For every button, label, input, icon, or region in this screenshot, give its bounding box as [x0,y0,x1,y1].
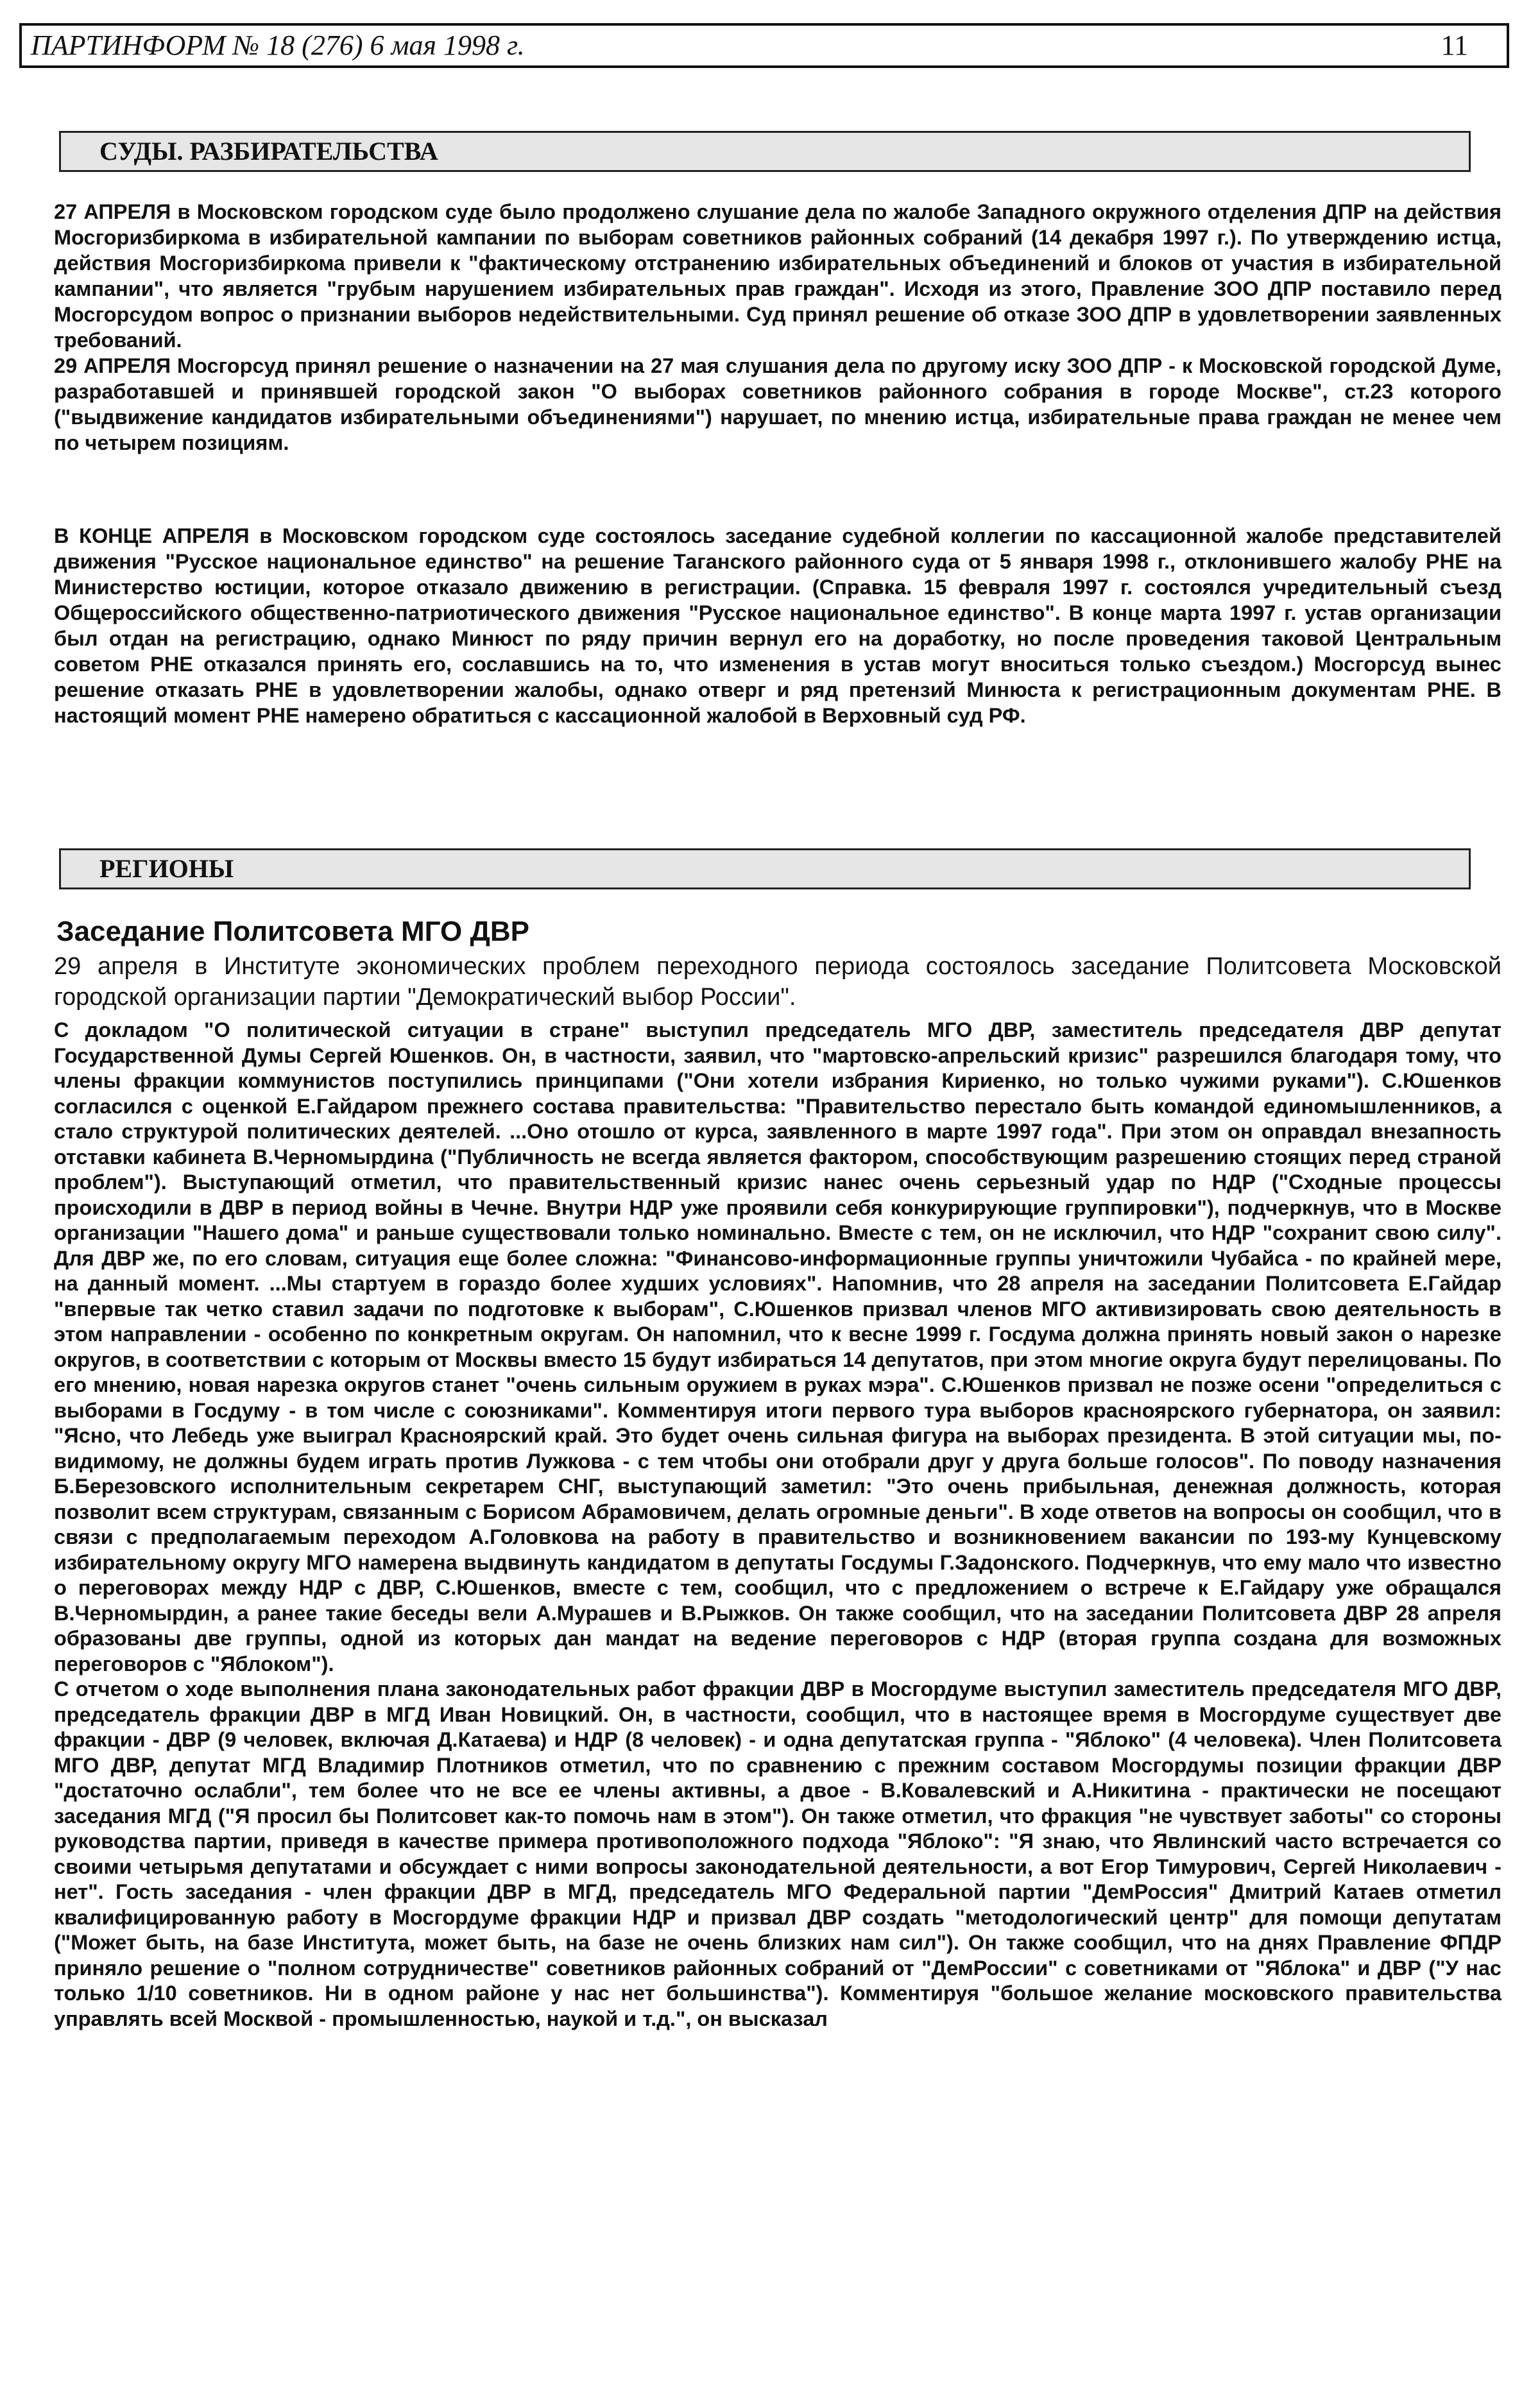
courts-paragraph-1: 27 АПРЕЛЯ в Московском городском суде было продолжено слушание дела по жалобе Западного окружного отделения ДПР на действия Мосгоризбиркома в избирательной кампании по выборам советников районных собраний (14 декабря 1997 г.). По утверждению истца, действия Мосгоризбиркома привели к "фактическому отстранению избирательных объединений и блоков от участия в избирательной кампании", что является "грубым нарушением избирательных прав граждан". Исходя из этого, Правление ЗОО ДПР поставило перед Мосгорсудом вопрос о признании выборов недействительными. Суд принял решение об отказе ЗОО ДПР в удовлетворении заявленных требований. [54,200,1502,352]
regions-headline: Заседание Политсовета МГО ДВР [56,916,529,947]
courts-paragraph-2: 29 АПРЕЛЯ Мосгорсуд принял решение о назначении на 27 мая слушания дела по другому иску ЗОО ДПР - к Московской городской Думе, разработавшей и принявшей городской закон "О выборах советников районного собрания в городе Москве", ст.23 которого ("выдвижение кандидатов избирательными объединениями") нарушает, по мнению истца, избирательные права граждан не менее чем по четырем позициям. [54,354,1502,454]
courts-paragraph-3: В КОНЦЕ АПРЕЛЯ в Московском городском суде состоялось заседание судебной коллегии по кассационной жалобе представителей движения "Русское национальное единство" на решение Таганского районного суда от 5 января 1998 г., отклонившего жалобу РНЕ на Министерство юстиции, которое отказало движению в регистрации. (Справка. 15 февраля 1997 г. состоялся учредительный съезд Общероссийского общественно-патриотического движения "Русское национальное единство". В конце марта 1997 г. устав организации был отдан на регистрацию, однако Минюст по ряду причин вернул его на доработку, но после проведения таковой Центральным советом РНЕ отказался принять его, сославшись на то, что изменения в устав могут вноситься только съездом.) Мосгорсуд вынес решение отказать РНЕ в удовлетворении жалобы, однако отверг и ряд претензий Минюста к регистрационным документам РНЕ. В настоящий момент РНЕ намерено обратиться с кассационной жалобой в Верховный суд РФ. [54,524,1502,727]
section-header-courts: СУДЫ. РАЗБИРАТЕЛЬСТВА [59,131,1471,172]
publication-title: ПАРТИНФОРМ № 18 (276) 6 мая 1998 г. [31,30,525,61]
regions-paragraph-1: С докладом "О политической ситуации в стране" выступил председатель МГО ДВР, заместитель председателя ДВР депутат Государственной Думы Сергей Юшенков. Он, в частности, заявил, что "мартовско-апрельский кризис" разрешился благодаря тому, что члены фракции коммунистов поступились принципами ("Они хотели избрания Кириенко, но только чужими руками"). С.Юшенков согласился с оценкой Е.Гайдаром прежнего состава правительства: "Правительство перестало быть командой единомышленников, а стало структурой политических деятелей. ...Оно отошло от курса, заявленного в марте 1997 года". При этом он оправдал внезапность отставки кабинета В.Черномырдина ("Публичность не всегда является фактором, способствующим разрешению стоящих перед страной проблем"). Выступающий отметил, что правительственный кризис нанес очень серьезный удар по НДР ("Сходные процессы происходили в ДВР в период войны в Чечне. Внутри НДР уже проявили себя конкурирующие группировки"), подчеркнув, что в Москве организации "Нашего дома" и раньше существовали только номинально. Вместе с тем, он не исключил, что НДР "сохранит свою силу". Для ДВР же, по его словам, ситуация еще более сложна: "Финансово-информационные группы уничтожили Чубайса - по крайней мере, на данный момент. ...Мы стартуем в гораздо более худших условиях". Напомнив, что 28 апреля на заседании Политсовета Е.Гайдар "впервые так четко ставил задачи по подготовке к выборам", С.Юшенков призвал членов МГО активизировать свою деятельность в этом направлении - особенно по конкретным округам. Он напомнил, что к весне 1999 г. Госдума должна принять новый закон о нарезке округов, в соответствии с которым от Москвы вместо 15 будут избираться 14 депутатов, при этом многие округа будут перелицованы. По его мнению, новая нарезка округов станет "очень сильным оружием в руках мэра". С.Юшенков призвал не позже осени "определиться с выборами в Госдуму - в том числе с союзниками". Комментируя итоги первого тура выборов красноярского губернатора, он заявил: "Ясно, что Лебедь уже выиграл Красноярский край. Это будет очень сильная фигура на выборах президента. В этой ситуации мы, по-видимому, не должны будем играть против Лужкова - с тем чтобы они отобрали друг у друга больше голосов". По поводу назначения Б.Березовского исполнительным секретарем СНГ, выступающий заметил: "Это очень прибыльная, денежная должность, которая позволит всем структурам, связанным с Борисом Абрамовичем, делать огромные деньги". В ходе ответов на вопросы он сообщил, что в связи с предполагаемым переходом А.Головкова на работу в правительство и возникновением вакансии по 193-му Кунцевскому избирательному округу МГО намерена выдвинуть кандидатом в депутаты Госдумы Г.Задонского. Подчеркнув, что ему мало что известно о переговорах между НДР с ДВР, С.Юшенков, вместе с тем, сообщил, что с предложением о встрече к Е.Гайдару уже обращался В.Черномырдин, а ранее такие беседы вели А.Мурашев и В.Рыжков. Он также сообщил, что на заседании Политсовета ДВР 28 апреля образованы две группы, одной из которых дан мандат на ведение переговоров с НДР (вторая группа создана для возможных переговоров с "Яблоком"). [54,1018,1502,1675]
courts-article-2 [54,523,1502,728]
section-header-regions: РЕГИОНЫ [59,848,1471,889]
page-number: 11 [1441,30,1468,61]
page-header [19,23,1509,68]
regions-lead-text: 29 апреля в Институте экономических проблем переходного периода состоялось заседание Политсовета Московской городской организации партии "Демократический выбор России". [54,953,1502,1011]
regions-lead [54,951,1502,1013]
courts-article-1 [54,199,1502,456]
regions-body [54,1018,1502,2032]
regions-paragraph-2: С отчетом о ходе выполнения плана законодательных работ фракции ДВР в Мосгордуме выступил заместитель председателя МГО ДВР, председатель фракции ДВР в МГД Иван Новицкий. Он, в частности, сообщил, что в настоящее время в Мосгордуме существует две фракции - ДВР (9 человек, включая Д.Катаева) и НДР (8 человек) - и одна депутатская группа - "Яблоко" (4 человека). Член Политсовета МГО ДВР, депутат МГД Владимир Плотников отметил, что по сравнению с прежним составом Мосгордумы позиции фракции ДВР "достаточно ослабли", тем более что не все ее члены активны, а двое - В.Ковалевский и А.Никитина - практически не посещают заседания МГД ("Я просил бы Политсовет как-то помочь нам в этом"). Он также отметил, что фракция "не чувствует заботы" со стороны руководства партии, приведя в качестве примера противоположного подхода "Яблоко": "Я знаю, что Явлинский часто встречается со своими четырьмя депутатами и обсуждает с ними вопросы законодательной деятельности, а вот Егор Тимурович, Сергей Николаевич - нет". Гость заседания - член фракции ДВР в МГД, председатель МГО Федеральной партии "ДемРоссия" Дмитрий Катаев отметил квалифицированную работу в Мосгордуме фракции НДР и призвал ДВР создать "методологический центр" для помощи депутатам ("Может быть, на базе Института, может быть, на базе не очень близких нам сил"). Он также сообщил, что на днях Правление ФПДР приняло решение о "полном сотрудничестве" советников районных собраний от "ДемРоссии" с советниками от "Яблока" и ДВР ("У нас только 1/10 советников. Ни в одном районе у нас нет большинства"). Комментируя "большое желание московского правительства управлять всей Москвой - промышленностью, наукой и т.д.", он высказал [54,1677,1502,2030]
